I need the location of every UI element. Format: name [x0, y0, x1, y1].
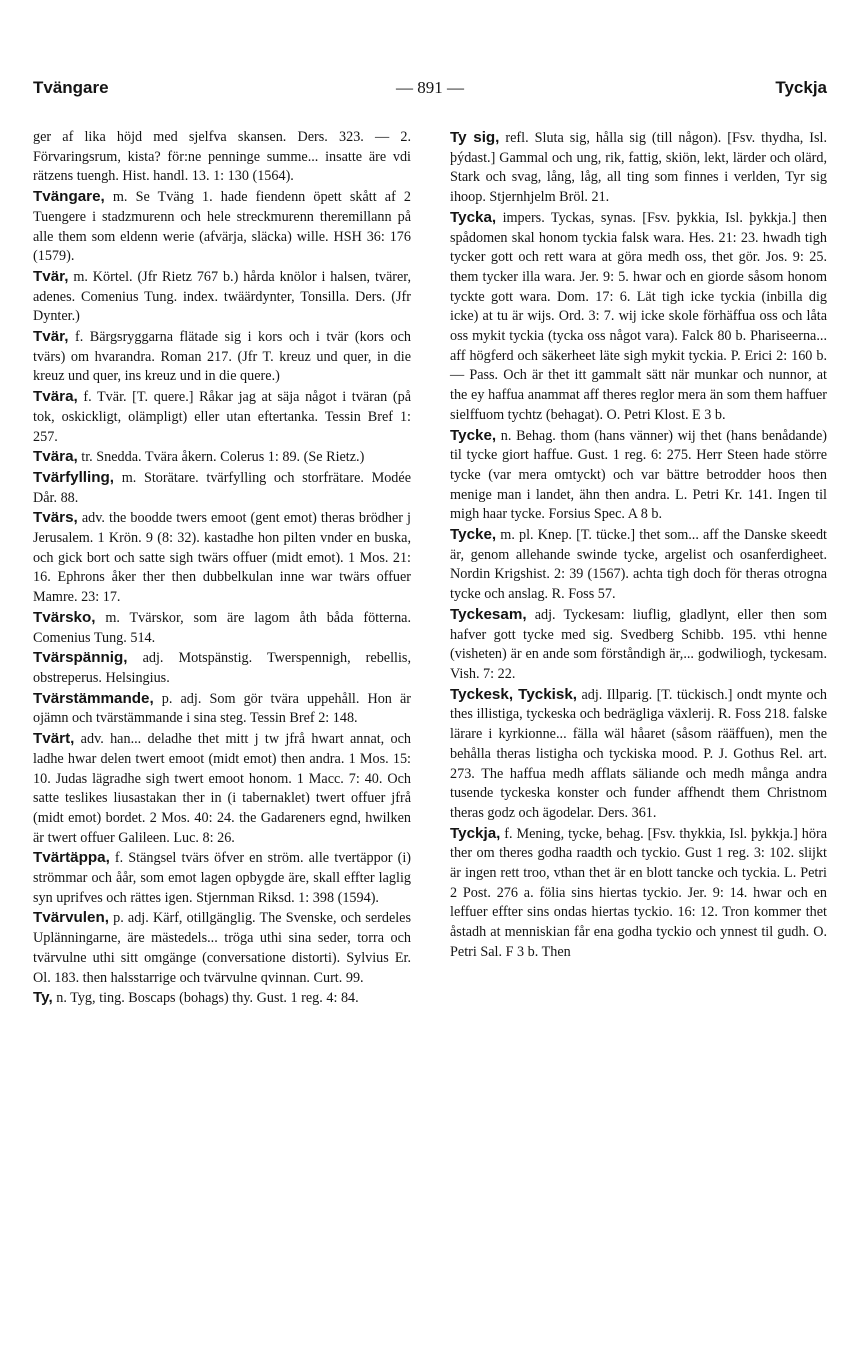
dictionary-entry: [33, 508, 411, 608]
entry-definition: m. Storätare. tvärfylling och storfrätare. Modée Dår. 88.: [33, 469, 411, 506]
entry-headword: Tvärt,: [33, 730, 75, 748]
entry-headword: Tycke,: [450, 426, 497, 444]
entry-definition: impers. Tyckas, synas. [Fsv. þykkia, Isl. þykkja.] then spådomen skal honom tyckia falsk wara. Hes. 21: 23. hwadh tigh tycker gott och rett wara at göra medh oss, thet gör. Jos. 9: 25. them tycker illa wara. Jer. 9: 5. hwar och en giorde såsom honom tyckte gott wara. Dom. 17: 6. Lät tigh icke tyckia (inbilla dig icke) at tu är wijs. Ord. 3: 7. wij icke skole förhäffua oss och låta oss mykit tyckia (tycka oss något vara). Falck 80 b. Phariseerna... aff högferd och säkerheet läte sigh mykit tyckia. P. Erici 2: 160 b. — Pass. Och är thet itt gammalt sätt när munkar och nunnor, at the ey haffua anammat aff theres reglor mera än som them haffuer sielffuom tychtz (behagat). O. Petri Klost. E 3 b.: [450, 209, 827, 423]
entry-headword: Ty sig,: [450, 129, 500, 146]
dictionary-entry: [33, 187, 411, 267]
entry-definition: refl. Sluta sig, hålla sig (till någon). [Fsv. thydha, Isl. þýdast.] Gammal och ung, rik, fattig, skiön, lekt, lärder och olärd, Stark och svag, lång, låg, all ting som finnes i verlden, Tyr sig ihoop. Stjernhjelm Bröl. 21.: [450, 130, 828, 206]
page-number: — 891 —: [396, 78, 464, 97]
dictionary-entry: [450, 426, 827, 526]
dictionary-entry: [450, 208, 827, 426]
entry-definition: adv. the boodde twers emoot (gent emot) theras brödher j Jerusalem. 1 Krön. 9 (8: 32). kastadhe hon pilten vnder en buska, och gick bort och satte sigh twärs offuer (midt emot). 1 Mos. 21: 16. Ephrons åker ther then dubbelkulan inne war twärs offuer Mamre. 23: 17.: [33, 510, 412, 606]
dictionary-entry: [33, 988, 411, 1009]
dictionary-entry: [33, 729, 411, 848]
entry-definition: m. Se Tväng 1. hade fiendenn öpett skått af 2 Tuengere i stadzmurenn och hele streckmurenn theremillann på alle them som eldenn werie (afvärja, släcka) wille. HSH 36: 176 (1579).: [33, 189, 411, 265]
dictionary-entry: [450, 525, 827, 605]
entry-definition: f. Stängsel tvärs öfver en ström. alle tvertäppor (i) strömmar och åår, som emot lagen opbygde äre, skall effter laglig syn uprifves och rättes igen. Stjernman Riksd. 1: 398 (1594).: [33, 850, 411, 906]
left-column: [33, 128, 411, 1009]
entry-definition: n. Behag. thom (hans vänner) wij thet (hans benådande) til tycke giort haffue. Gust. 1 reg. 6: 275. Herr Steen hade större tycke (var mera omtyckt) och var bättre betrodder hoos then menige man i landet, ähn then andra. L. Petri Kr. 141. Ingen til migh haar tycke. Forsius Spec. A 8 b.: [450, 427, 828, 523]
entry-headword: Tvär,: [33, 267, 69, 285]
entry-definition: f. Mening, tycke, behag. [Fsv. thykkia, Isl. þykkja.] höra ther om theres godha raadth och tyckio. Gust 1 reg. 3: 102. slijkt är ingen rett troo, vthan thet är en blott tancke och tyckia. L. Petri 2 Post. 276 a. fölia sins hiertas tyckio. Jer. 9: 14. hwar och en leffuer effter sins ondas hiertas tyckio. 16: 12. Tron kommer thet åstadh at menniskian får ena godha tyckio och ynnest til gudh. O. Petri Sal. F 3 b. Then: [450, 825, 828, 960]
entry-headword: Tvängare,: [33, 188, 105, 206]
entry-definition: m. Körtel. (Jfr Rietz 767 b.) hårda knölor i halsen, tvärer, adenes. Comenius Tung. index. twäärdynter, Tonsilla. Ders. (Jfr Dynter.): [33, 268, 412, 325]
dictionary-entry: [33, 327, 411, 387]
entry-headword: Tycka,: [450, 208, 497, 226]
entry-headword: Tvära,: [33, 388, 78, 406]
entry-headword: Tvärsko,: [33, 608, 96, 626]
entry-definition: f. Tvär. [T. quere.] Råkar jag at säja något i tväran (på tok, oskickligt, olämpligt) eller utan eftertanka. Tessin Bref 1: 257.: [33, 389, 411, 445]
dictionary-entry: [33, 447, 411, 468]
page-header: [33, 74, 827, 104]
entry-definition: p. adj. Kärf, otillgänglig. The Svenske, och serdeles Uplänningarne, äre mästedels... tröga uthi sina seder, torra och tvärvulne uthi sitt omgänge (conversatione distorti). Sylvius Er. Ol. 183. then halsstarrige och tvärvulne qvinnan. Curt. 99.: [33, 910, 411, 986]
running-head-right: Tyckja: [775, 78, 827, 97]
running-head-left: Tvängare: [33, 78, 109, 97]
entry-definition: adv. han... deladhe thet mitt j tw jfrå hwart annat, och ladhe hwar delen twert emoot (midt emot) then andra. 1 Mos. 15: 10. Judas lägradhe sigh twert emoot honom. 1 Macc. 7: 40. Och satte teslikes liusastakan ther in (i tabernaklet) twert offuer jfrå (midt emot) bordet. 2 Mos. 40: 24. the Gadareners egnd, hwilken är twert offuer Galileen. Luc. 8: 26.: [33, 731, 412, 846]
dictionary-entry: [450, 685, 827, 824]
entry-headword: Tvärspännig,: [33, 649, 128, 667]
entry-headword: Tvärfylling,: [33, 468, 115, 486]
entry-headword: Tyckesam,: [450, 605, 527, 623]
entry-definition: m. pl. Knep. [T. tücke.] thet som... aff the Danske skeedt är, genom allehande swinde tycke, argelist och osanferdigheet. Nordin Krigshist. 2: 39 (1567). achta tigh doch för theras otrogna tycke och anslag. R. Foss 57.: [450, 527, 827, 603]
entry-headword: Tvärtäppa,: [33, 849, 110, 867]
entry-definition: ger af lika höjd med sjelfva skansen. Ders. 323. — 2. Förvaringsrum, kista? för:ne penninge summe... insatte äre vdi rätzens tuengh. Hist. handl. 13. 1: 130 (1564).: [33, 129, 411, 185]
dictionary-entry: [450, 824, 827, 963]
entry-definition: tr. Snedda. Tvära åkern. Colerus 1: 89. (Se Rietz.): [81, 449, 365, 466]
entry-definition: adj. Tyckesam: liuflig, gladlynt, eller then som hafver gott tycke med sig. Svedberg Schibb. 195. vthi henne (visheten) är en ande som förståndigh är,... godwiliogh, tyckesam. Vish. 7: 22.: [450, 606, 827, 682]
entry-definition: adj. Motspänstig. Twerspennigh, rebellis, obstreperus. Helsingius.: [33, 650, 411, 686]
entry-definition: p. adj. Som gör tvära uppehåll. Hon är ojämn och tvärstämmande i sina steg. Tessin Bref 2: 148.: [33, 690, 411, 727]
dictionary-entry: [33, 908, 411, 988]
entry-headword: Tyckesk, Tyckisk,: [450, 685, 577, 703]
entry-definition: n. Tyg, ting. Boscaps (bohags) thy. Gust. 1 reg. 4: 84.: [56, 990, 359, 1007]
entry-headword: Tvärvulen,: [33, 909, 109, 927]
dictionary-entry: [33, 648, 411, 688]
entry-definition: f. Bärgsryggarna flätade sig i kors och i tvär (kors och tvärs) om hvarandra. Roman 217. (Jfr T. kreuz und quer, in die kreuz und quer, ins kreuz und in die quere.): [33, 329, 412, 385]
dictionary-entry: [450, 605, 827, 685]
entry-headword: Tyckja,: [450, 824, 501, 842]
dictionary-entry: [33, 689, 411, 729]
entry-headword: Tvär,: [33, 328, 69, 346]
entry-headword: Tycke,: [450, 526, 497, 544]
dictionary-entry: [33, 387, 411, 447]
entry-headword: Tvära,: [33, 448, 78, 466]
entry-headword: Tvärstämmande,: [33, 689, 154, 707]
dictionary-entry: [33, 128, 411, 187]
entry-headword: Tvärs,: [33, 509, 78, 527]
entry-definition: m. Tvärskor, som äre lagom åth båda fötterna. Comenius Tung. 514.: [33, 609, 412, 646]
dictionary-entry: [33, 468, 411, 508]
entry-definition: adj. Illparig. [T. tückisch.] ondt mynte och thes illistiga, tyckeska och bedrägliga växlerij. R. Foss 218. falske lärare i kyrkionne... fälla wäl håaret (såsom rääffuen), men the behålla theras listigha och tyckiska mood. P. J. Gothus Rel. art. 273. The haffua medh afflats säliande och medh många andra tusende tyckeska konster och funder affhendt them Christnom theras godz och ägodelar. Ders. 361.: [450, 686, 828, 821]
dictionary-entry: [33, 608, 411, 648]
dictionary-entry: [450, 128, 827, 208]
dictionary-entry: [33, 848, 411, 908]
right-column: [450, 128, 827, 963]
entry-headword: Ty,: [33, 989, 53, 1007]
dictionary-entry: [33, 267, 411, 327]
